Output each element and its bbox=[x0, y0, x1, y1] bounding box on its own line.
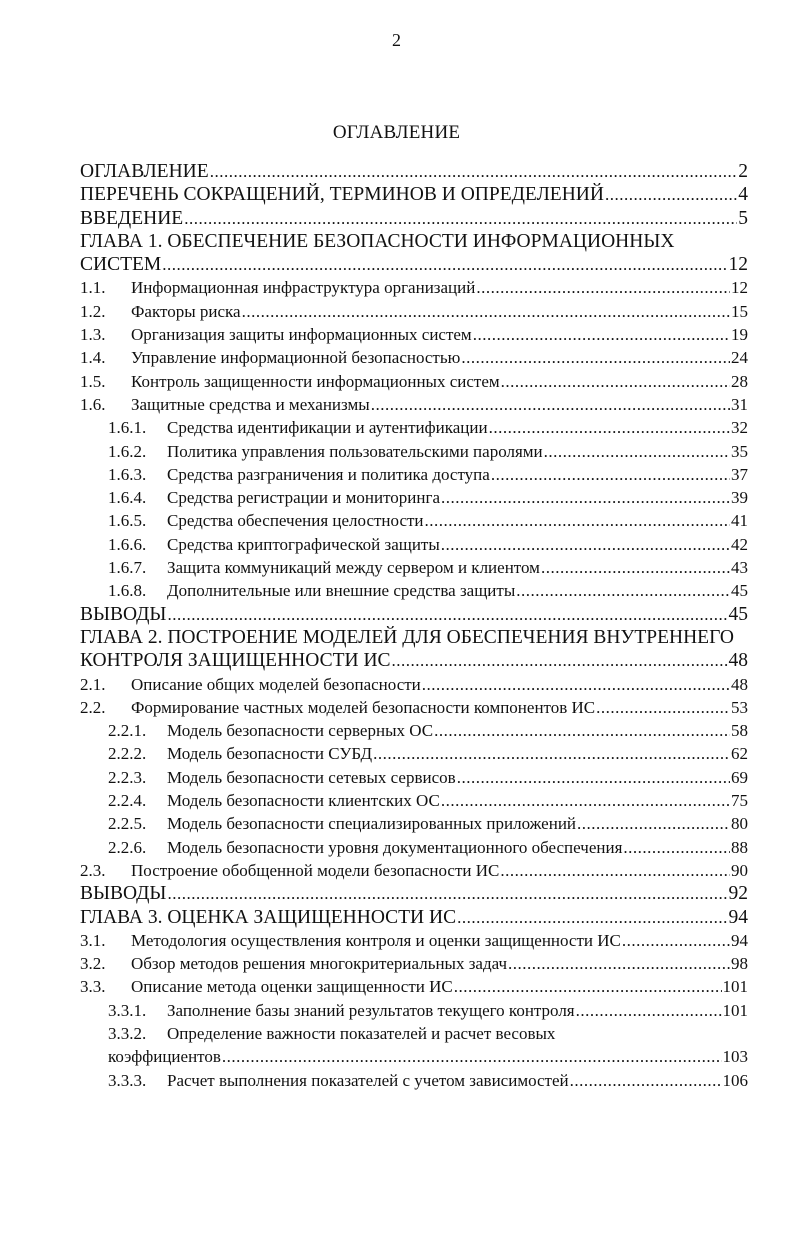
toc-entry-number: 1.6.2. bbox=[108, 441, 147, 461]
toc-entry[interactable] bbox=[80, 230, 748, 253]
toc-entry-number: 3.3.1. bbox=[108, 1000, 147, 1020]
toc-leader-dots bbox=[577, 812, 730, 835]
toc-entry-number: 1.6. bbox=[80, 394, 106, 414]
toc-entry-number: 2.2.4. bbox=[108, 791, 147, 811]
toc-entry[interactable] bbox=[80, 370, 748, 393]
toc-entry[interactable] bbox=[80, 509, 748, 532]
toc-entry-number: 2.2.3. bbox=[108, 767, 147, 787]
toc-entry[interactable] bbox=[80, 207, 748, 230]
toc-entry-page: 80 bbox=[731, 814, 748, 834]
toc-entry-title: Политика управления пользовательскими паролями bbox=[167, 441, 543, 461]
toc-entry-number: 1.6.8. bbox=[108, 581, 147, 601]
toc-entry[interactable] bbox=[80, 300, 748, 323]
toc-entry-title: Методология осуществления контроля и оценки защищенности ИС bbox=[131, 930, 621, 950]
toc-entry-number: 3.1. bbox=[80, 930, 106, 950]
toc-entry-page: 75 bbox=[731, 791, 748, 811]
toc-entry-number: 2.2. bbox=[80, 697, 106, 717]
toc-entry[interactable] bbox=[80, 812, 748, 835]
toc-leader-dots bbox=[425, 509, 730, 532]
toc-entry[interactable] bbox=[80, 1022, 748, 1045]
toc-entry-page: 45 bbox=[728, 603, 748, 625]
toc-entry-title: ПЕРЕЧЕНЬ СОКРАЩЕНИЙ, ТЕРМИНОВ И ОПРЕДЕЛЕНИЙ bbox=[80, 184, 604, 206]
toc-leader-dots bbox=[541, 556, 730, 579]
toc-entry-number: 1.4. bbox=[80, 348, 106, 368]
toc-leader-dots bbox=[570, 1069, 722, 1092]
toc-entry-number: 1.6.6. bbox=[108, 534, 147, 554]
toc-entry-title: Контроль защищенности информационных систем bbox=[131, 371, 500, 391]
toc-entry-page: 88 bbox=[731, 837, 748, 857]
toc-leader-dots bbox=[516, 579, 730, 602]
toc-entry-number: 2.3. bbox=[80, 860, 106, 880]
toc-entry-page: 41 bbox=[731, 511, 748, 531]
toc-entry-number: 3.3.2. bbox=[108, 1023, 147, 1043]
toc-leader-dots bbox=[544, 440, 730, 463]
toc-entry-title: Средства разграничения и политика доступа bbox=[167, 464, 490, 484]
toc-entry-page: 32 bbox=[731, 418, 748, 438]
toc-entry[interactable] bbox=[80, 346, 748, 369]
toc-entry-title: Средства идентификации и аутентификации bbox=[167, 418, 488, 438]
toc-entry[interactable] bbox=[80, 719, 748, 742]
toc-entry-title: Заполнение базы знаний результатов текущего контроля bbox=[167, 1000, 575, 1020]
toc-leader-dots bbox=[596, 696, 730, 719]
toc-entry-page: 43 bbox=[731, 558, 748, 578]
toc-entry-page: 35 bbox=[731, 441, 748, 461]
toc-entry-title: Средства обеспечения целостности bbox=[167, 511, 424, 531]
toc-entry-number: 1.6.4. bbox=[108, 488, 147, 508]
toc-entry[interactable] bbox=[80, 673, 748, 696]
toc-leader-dots bbox=[441, 789, 730, 812]
toc-entry-title: КОНТРОЛЯ ЗАЩИЩЕННОСТИ ИС bbox=[80, 650, 391, 672]
toc-leader-dots bbox=[167, 603, 727, 626]
toc-entry-number: 2.2.1. bbox=[108, 721, 147, 741]
toc-entry[interactable] bbox=[80, 859, 748, 882]
toc-entry-title: Модель безопасности сетевых сервисов bbox=[167, 767, 456, 787]
toc-entry-page: 101 bbox=[722, 977, 748, 997]
toc-leader-dots bbox=[622, 929, 730, 952]
toc-entry-number: 1.5. bbox=[80, 371, 106, 391]
toc-entry-page: 69 bbox=[731, 767, 748, 787]
toc-entry-title: ОГЛАВЛЕНИЕ bbox=[80, 161, 209, 182]
toc-entry[interactable] bbox=[80, 742, 748, 765]
toc-leader-dots bbox=[501, 370, 730, 393]
toc-entry[interactable] bbox=[80, 649, 748, 672]
toc-entry-number: 2.2.2. bbox=[108, 744, 147, 764]
toc-entry-number: 1.6.1. bbox=[108, 418, 147, 438]
toc-entry-page: 48 bbox=[731, 674, 748, 694]
toc-entry-title: Расчет выполнения показателей с учетом зависимостей bbox=[167, 1070, 569, 1090]
toc-entry-title: Модель безопасности уровня документационного обеспечения bbox=[167, 837, 623, 857]
toc-entry-title: Модель безопасности специализированных приложений bbox=[167, 814, 577, 834]
toc-entry[interactable] bbox=[80, 626, 748, 649]
toc-leader-dots bbox=[242, 300, 730, 323]
toc-entry[interactable] bbox=[80, 486, 748, 509]
toc-entry-page: 101 bbox=[722, 1000, 748, 1020]
toc-entry-title: Модель безопасности клиентских ОС bbox=[167, 791, 440, 811]
toc-entry-page: 94 bbox=[728, 906, 748, 928]
toc-leader-dots bbox=[491, 463, 730, 486]
toc-leader-dots bbox=[489, 416, 730, 439]
toc-entry-page: 106 bbox=[722, 1070, 748, 1090]
toc-entry-page: 103 bbox=[722, 1047, 748, 1067]
toc-entry-page: 12 bbox=[728, 254, 748, 276]
toc-entry-page: 62 bbox=[731, 744, 748, 764]
toc-entry-number: 3.2. bbox=[80, 954, 106, 974]
toc-entry-page: 53 bbox=[731, 697, 748, 717]
toc-entry[interactable] bbox=[80, 276, 748, 299]
toc-entry[interactable] bbox=[80, 579, 748, 602]
toc-entry-page: 42 bbox=[731, 534, 748, 554]
toc-entry[interactable] bbox=[80, 696, 748, 719]
toc-leader-dots bbox=[222, 1045, 722, 1068]
toc-entry[interactable] bbox=[80, 393, 748, 416]
toc-entry[interactable] bbox=[80, 906, 748, 929]
toc-entry[interactable] bbox=[80, 556, 748, 579]
toc-entry-number: 3.3. bbox=[80, 977, 106, 997]
toc-entry[interactable] bbox=[80, 766, 748, 789]
toc-entry[interactable] bbox=[80, 603, 748, 626]
toc-leader-dots bbox=[210, 160, 738, 183]
toc-entry-number: 1.6.3. bbox=[108, 464, 147, 484]
toc-leader-dots bbox=[441, 486, 730, 509]
toc-entry-title: Средства криптографической защиты bbox=[167, 534, 440, 554]
toc-entry[interactable] bbox=[80, 952, 748, 975]
toc-title: ОГЛАВЛЕНИЕ bbox=[332, 122, 461, 143]
toc-entry-number: 3.3.3. bbox=[108, 1070, 147, 1090]
toc-entry-title: ГЛАВА 2. ПОСТРОЕНИЕ МОДЕЛЕЙ ДЛЯ ОБЕСПЕЧЕНИЯ ВНУТРЕННЕГО bbox=[80, 626, 734, 648]
toc-entry-page: 48 bbox=[728, 650, 748, 672]
toc-entry-number: 1.6.7. bbox=[108, 558, 147, 578]
toc-entry[interactable] bbox=[80, 999, 748, 1022]
toc-entry-page: 5 bbox=[738, 207, 748, 229]
toc-entry[interactable] bbox=[80, 975, 748, 998]
toc-entry-title: ГЛАВА 3. ОЦЕНКА ЗАЩИЩЕННОСТИ ИС bbox=[80, 906, 457, 928]
toc-entry[interactable] bbox=[80, 440, 748, 463]
toc-entry-page: 28 bbox=[731, 371, 748, 391]
toc-entry-title: ВЫВОДЫ bbox=[80, 603, 167, 625]
toc-entry-title: ВВЕДЕНИЕ bbox=[80, 207, 184, 229]
toc-leader-dots bbox=[457, 766, 730, 789]
toc-leader-dots bbox=[623, 836, 730, 859]
toc-entry-page: 31 bbox=[731, 394, 748, 414]
toc-entry-page: 2 bbox=[738, 161, 748, 182]
toc-leader-dots bbox=[454, 975, 722, 998]
toc-entry[interactable] bbox=[80, 323, 748, 346]
toc-entry-title: Управление информационной безопасностью bbox=[131, 348, 461, 368]
toc-entry-title: Организация защиты информационных систем bbox=[131, 325, 472, 345]
toc-entry-page: 37 bbox=[731, 464, 748, 484]
toc-entry-page: 94 bbox=[731, 930, 748, 950]
page-number: 2 bbox=[392, 30, 401, 50]
toc-entry-title: коэффициентов bbox=[108, 1047, 221, 1067]
toc-entry-title: Формирование частных моделей безопасности компонентов ИС bbox=[131, 697, 596, 717]
toc-entry[interactable] bbox=[80, 533, 748, 556]
toc-entry-title: Защита коммуникаций между сервером и клиентом bbox=[167, 558, 540, 578]
toc-leader-dots bbox=[457, 906, 727, 929]
toc-leader-dots bbox=[576, 999, 722, 1022]
toc-entry-number: 2.1. bbox=[80, 674, 106, 694]
toc-leader-dots bbox=[461, 346, 730, 369]
toc-entry-page: 15 bbox=[731, 301, 748, 321]
toc-leader-dots bbox=[422, 673, 730, 696]
toc-entry-title: Модель безопасности серверных ОС bbox=[167, 721, 434, 741]
toc-leader-dots bbox=[162, 253, 727, 276]
toc-entry-number: 1.2. bbox=[80, 301, 106, 321]
toc-entry-page: 92 bbox=[728, 883, 748, 905]
toc-entry[interactable] bbox=[80, 183, 748, 206]
toc-entry-page: 45 bbox=[731, 581, 748, 601]
toc-entry-number: 2.2.6. bbox=[108, 837, 147, 857]
toc-leader-dots bbox=[184, 207, 737, 230]
toc-entry-title: ВЫВОДЫ bbox=[80, 883, 167, 905]
toc-entry-page: 39 bbox=[731, 488, 748, 508]
toc-entry-number: 1.6.5. bbox=[108, 511, 147, 531]
toc-entry-title: Описание метода оценки защищенности ИС bbox=[131, 977, 453, 997]
toc-entry-number: 1.1. bbox=[80, 278, 106, 298]
toc-entry-title: Построение обобщенной модели безопасности ИС bbox=[131, 860, 500, 880]
toc-leader-dots bbox=[373, 742, 730, 765]
toc-entry[interactable] bbox=[80, 160, 748, 183]
toc-entry[interactable] bbox=[80, 836, 748, 859]
toc-entry-page: 90 bbox=[731, 860, 748, 880]
toc-entry[interactable] bbox=[80, 882, 748, 905]
toc-entry-title: Факторы риска bbox=[131, 301, 241, 321]
toc-entry-title: Модель безопасности СУБД bbox=[167, 744, 373, 764]
toc-entry[interactable] bbox=[80, 929, 748, 952]
toc-leader-dots bbox=[605, 183, 737, 206]
toc-entry-title: Описание общих моделей безопасности bbox=[131, 674, 421, 694]
toc-leader-dots bbox=[508, 952, 730, 975]
toc-leader-dots bbox=[371, 393, 730, 416]
toc-entry-title: Определение важности показателей и расчет весовых bbox=[167, 1023, 556, 1043]
toc-leader-dots bbox=[392, 649, 728, 672]
toc-entry-number: 2.2.5. bbox=[108, 814, 147, 834]
toc-leader-dots bbox=[167, 882, 727, 905]
toc-entry-title: Информационная инфраструктура организаций bbox=[131, 278, 476, 298]
table-of-contents bbox=[80, 160, 748, 1092]
toc-entry-page: 12 bbox=[731, 278, 748, 298]
toc-entry-title: Дополнительные или внешние средства защиты bbox=[167, 581, 516, 601]
toc-entry-page: 19 bbox=[731, 325, 748, 345]
toc-entry[interactable] bbox=[80, 1069, 748, 1092]
toc-entry[interactable] bbox=[80, 416, 748, 439]
toc-leader-dots bbox=[441, 533, 730, 556]
toc-entry-page: 98 bbox=[731, 954, 748, 974]
toc-leader-dots bbox=[434, 719, 730, 742]
toc-entry-page: 58 bbox=[731, 721, 748, 741]
toc-entry[interactable] bbox=[80, 463, 748, 486]
toc-entry-title: Защитные средства и механизмы bbox=[131, 394, 370, 414]
toc-entry-title: Обзор методов решения многокритериальных задач bbox=[131, 954, 508, 974]
toc-entry-page: 4 bbox=[738, 184, 748, 206]
toc-entry-title: ГЛАВА 1. ОБЕСПЕЧЕНИЕ БЕЗОПАСНОСТИ ИНФОРМАЦИОННЫХ bbox=[80, 230, 675, 252]
toc-entry-page: 24 bbox=[731, 348, 748, 368]
toc-entry[interactable] bbox=[80, 253, 748, 276]
toc-entry-title: СИСТЕМ bbox=[80, 254, 162, 276]
toc-leader-dots bbox=[473, 323, 730, 346]
toc-leader-dots bbox=[500, 859, 730, 882]
toc-entry-title: Средства регистрации и мониторинга bbox=[167, 488, 440, 508]
toc-entry[interactable] bbox=[80, 789, 748, 812]
toc-leader-dots bbox=[476, 276, 730, 299]
toc-entry-number: 1.3. bbox=[80, 325, 106, 345]
toc-entry[interactable] bbox=[80, 1045, 748, 1068]
